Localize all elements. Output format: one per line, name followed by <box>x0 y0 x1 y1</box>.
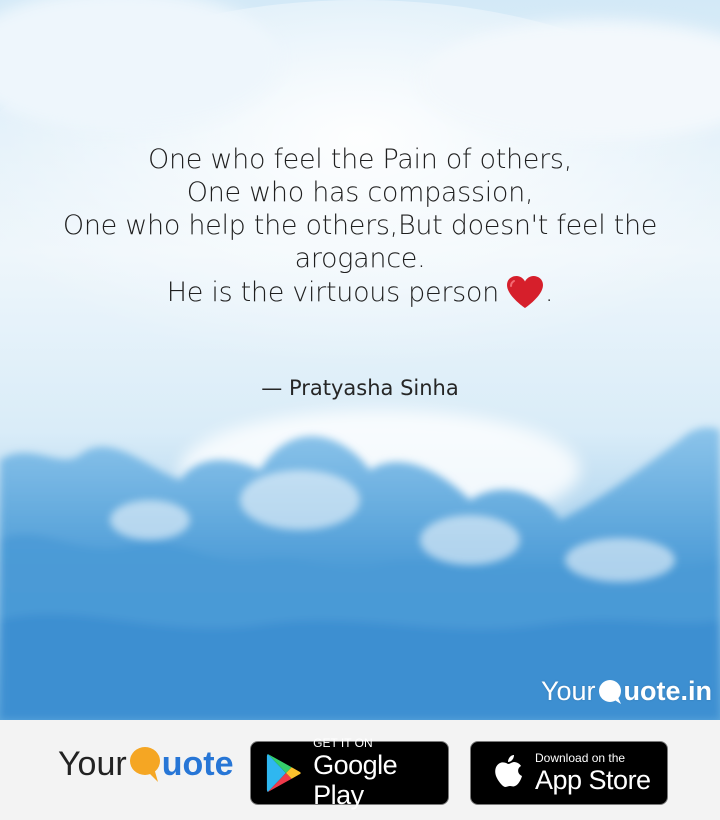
yourquote-logo[interactable] <box>58 745 233 784</box>
heart-icon <box>505 275 545 309</box>
quote-last-line <box>0 275 720 309</box>
watermark-prefix: Your <box>540 676 596 706</box>
quote-bubble-icon <box>597 679 623 705</box>
app-store-big: App Store <box>535 765 651 795</box>
brand-prefix: Your <box>58 745 127 783</box>
quote-line: One who feel the Pain of others, <box>148 144 572 175</box>
google-play-label <box>313 736 448 810</box>
google-play-small: GET IT ON <box>313 736 373 750</box>
apple-icon <box>491 753 525 793</box>
quote-line: One who help the others,But doesn't feel the <box>62 210 658 241</box>
quote-line: arogance. <box>294 243 426 274</box>
quote-author: — Pratyasha Sinha <box>261 376 459 400</box>
google-play-icon <box>265 751 303 795</box>
yourquote-watermark <box>541 676 712 707</box>
app-store-button[interactable] <box>470 741 668 805</box>
google-play-big: Google Play <box>313 750 398 810</box>
brand-suffix: uote <box>161 745 234 783</box>
app-store-label <box>535 751 651 795</box>
watermark-suffix: uote.in <box>623 676 712 706</box>
quote-text <box>0 143 720 309</box>
quote-line: One who has compassion, <box>186 177 534 208</box>
quote-line: He is the virtuous person <box>166 277 499 308</box>
quote-end-punct: . <box>544 277 554 308</box>
google-play-button[interactable] <box>250 736 449 810</box>
app-store-small: Download on the <box>535 751 626 765</box>
quote-bubble-icon <box>128 746 162 784</box>
